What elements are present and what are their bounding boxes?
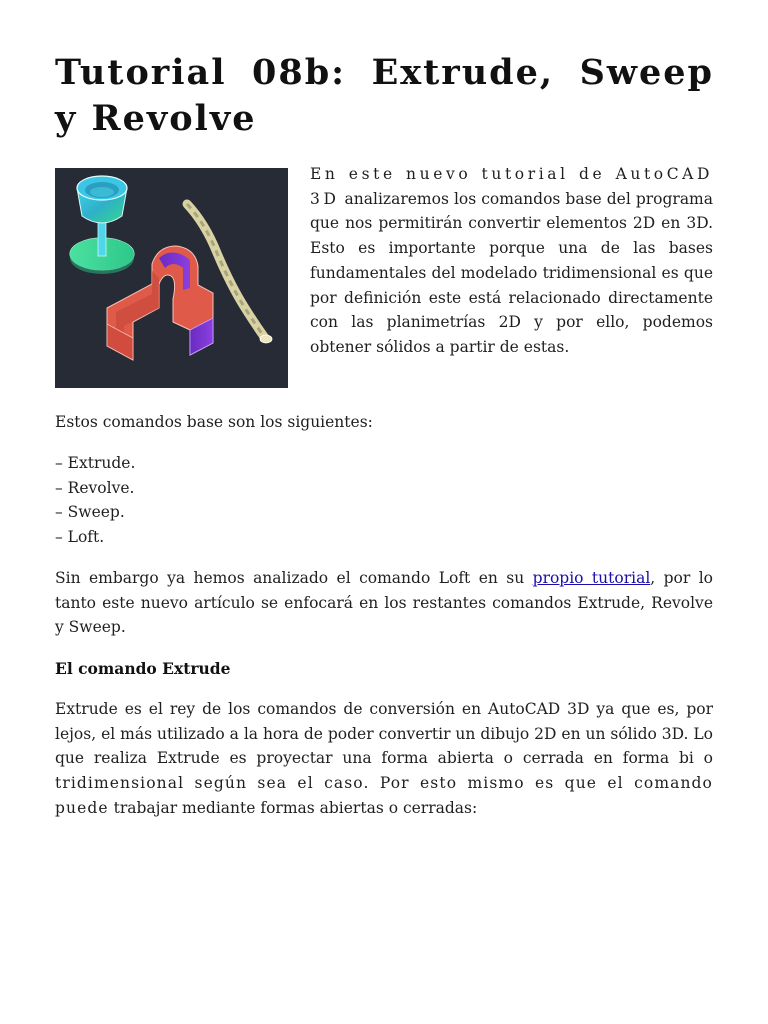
loft-paragraph — [55, 566, 713, 640]
revolve-cup-shape — [70, 176, 134, 274]
list-item: – Sweep. — [55, 503, 125, 522]
extrude-heading: El comando Extrude — [55, 659, 231, 678]
intro-paragraph — [310, 162, 713, 360]
loft-text-before: Sin embargo ya hemos analizado el comando Loft en su — [55, 569, 533, 587]
extrude-text-part3: trabajar mediante formas abiertas o cerradas: — [108, 798, 478, 817]
intro-first-line: En este nuevo tutorial de AutoCAD 3D — [310, 165, 713, 208]
list-item: – Loft. — [55, 528, 105, 547]
commands-intro: Estos comandos base son los siguientes: — [55, 413, 373, 431]
extrude-text-part2: tridimensional según sea el caso. Por esto mismo es que el comando puede — [55, 774, 713, 817]
extrude-text-part1: Extrude es el rey de los comandos de conversión en AutoCAD 3D ya que es, por lejos, el más utilizado a la hora de poder convertir un dibujo 2D en un sólido 3D. Lo que realiza Extrude es proyectar una forma abierta o cerrada en forma bi o — [55, 700, 713, 768]
commands-list — [55, 451, 135, 550]
intro-rest: analizaremos los comandos base del programa que nos permitirán convertir elementos 2D en 3D. Esto es importante porque una de las bases fundamentales del modelado tridimensional es que por definición este está relacionado directamente con las planimetrías 2D y por ello, podemos obtener sólidos a partir de estas. — [310, 189, 713, 356]
extrude-paragraph — [55, 697, 713, 821]
list-item: – Extrude. — [55, 454, 136, 472]
page-title: Tutorial 08b: Extrude, Sweep y Revolve — [55, 52, 714, 139]
list-item: – Revolve. — [55, 478, 135, 497]
propio-tutorial-link[interactable]: propio tutorial — [532, 569, 651, 587]
loft-text-after: , por lo tanto este nuevo artículo se enfocará en los restantes comandos Extrude, Revolve y Sweep. — [55, 569, 714, 637]
autocad-3d-solids-image — [55, 168, 288, 388]
